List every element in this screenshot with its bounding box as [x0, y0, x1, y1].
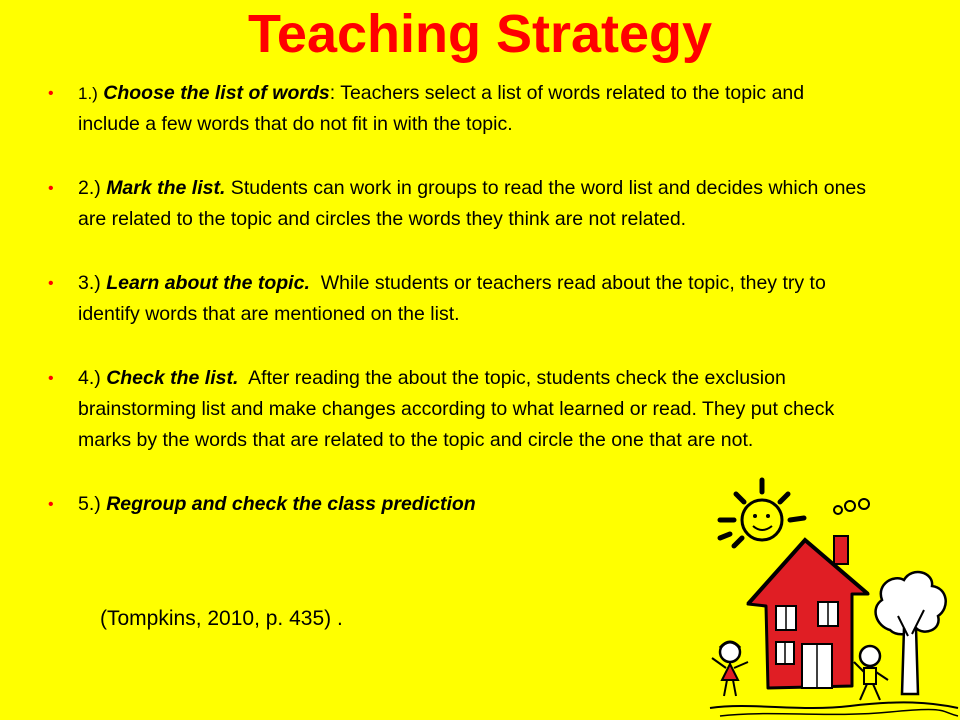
- bullet-number: 2.): [78, 177, 101, 199]
- bullet-item-3: [48, 268, 868, 330]
- sun-icon: [720, 480, 804, 546]
- tree-icon: [876, 572, 946, 694]
- bullet-item-2: [48, 173, 868, 235]
- bullet-heading: Check the list.: [106, 367, 239, 389]
- bullet-item-4: [48, 363, 868, 456]
- bullet-text: While students or teachers read about the topic, they try to identify words that are mentioned on the list.: [78, 272, 832, 325]
- bullet-dot: •: [48, 275, 54, 292]
- bullet-text: Students can work in groups to read the word list and decides which ones are related to the topic and circles the words they think are not related.: [78, 177, 867, 230]
- slide-title: Teaching Strategy: [247, 4, 713, 64]
- child-boy-icon: [854, 646, 888, 700]
- bullet-separator: :: [329, 82, 336, 104]
- bullet-heading: Mark the list.: [106, 177, 226, 199]
- bullet-heading: Learn about the topic.: [106, 272, 310, 294]
- bullet-heading: Regroup and check the class prediction: [106, 493, 476, 515]
- citation: (Tompkins, 2010, p. 435) .: [100, 607, 343, 630]
- bullet-list: [48, 78, 868, 520]
- bullet-dot: •: [48, 180, 54, 197]
- child-girl-icon: [712, 642, 748, 696]
- bullet-heading: Choose the list of words: [103, 82, 330, 104]
- house-icon: [748, 540, 868, 688]
- bullet-number: 4.): [78, 367, 101, 389]
- bullet-dot: •: [48, 85, 54, 102]
- bullet-dot: •: [48, 370, 54, 387]
- bullet-dot: •: [48, 496, 54, 513]
- bullet-number: 3.): [78, 272, 101, 294]
- bullet-text: Teachers select a list of words related to the topic and include a few words that do not fit in with the topic.: [78, 82, 805, 135]
- bullet-text: After reading the about the topic, students check the exclusion brainstorming list and make changes according to what learned or read. They put check marks by the words that are related to the topic and circle the one that are not.: [78, 367, 840, 451]
- bullet-item-1: [48, 78, 868, 140]
- bullet-number: 1.): [78, 84, 98, 103]
- bullet-number: 5.): [78, 493, 101, 515]
- house-sun-clipart: [690, 476, 960, 720]
